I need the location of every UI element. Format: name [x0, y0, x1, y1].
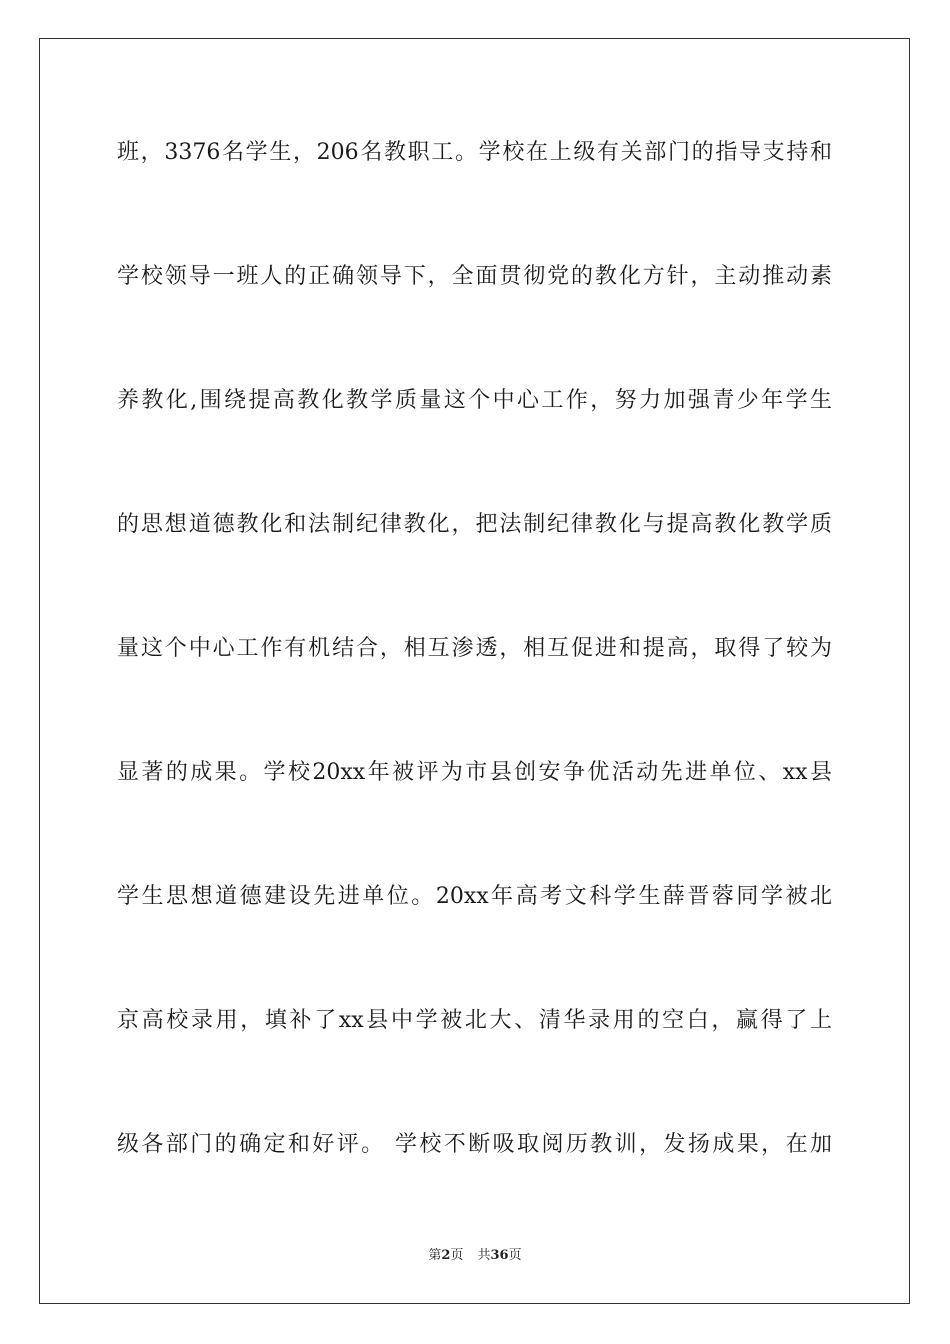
text-line: 班，3376名学生，206名教职工。学校在上级有关部门的指导支持和: [117, 140, 832, 165]
text-line: 学校领导一班人的正确领导下，全面贯彻党的教化方针，主动推动素: [117, 264, 832, 289]
total-suffix: 页: [508, 1248, 522, 1263]
page-footer: [0, 1247, 950, 1265]
page-number: 2: [441, 1248, 451, 1263]
text-line: 养教化,围绕提高教化教学质量这个中心工作，努力加强青少年学生: [117, 388, 832, 413]
page-prefix: 第: [428, 1248, 442, 1263]
page-frame: [39, 38, 910, 1304]
text-line: 量这个中心工作有机结合，相互渗透，相互促进和提高，取得了较为: [117, 636, 832, 661]
text-line: 学生思想道德建设先进单位。20xx年高考文科学生薛晋蓉同学被北: [117, 884, 832, 909]
text-line: 的思想道德教化和法制纪律教化，把法制纪律教化与提高教化教学质: [117, 512, 832, 537]
page-suffix: 页: [450, 1248, 464, 1263]
text-line: 显著的成果。学校20xx年被评为市县创安争优活动先进单位、xx县: [117, 760, 832, 785]
total-prefix: 共: [477, 1248, 491, 1263]
text-line: 京高校录用，填补了xx县中学被北大、清华录用的空白，赢得了上: [117, 1008, 832, 1033]
text-line: 级各部门的确定和好评。 学校不断吸取阅历教训，发扬成果，在加: [117, 1132, 832, 1157]
total-pages: 36: [490, 1248, 509, 1263]
